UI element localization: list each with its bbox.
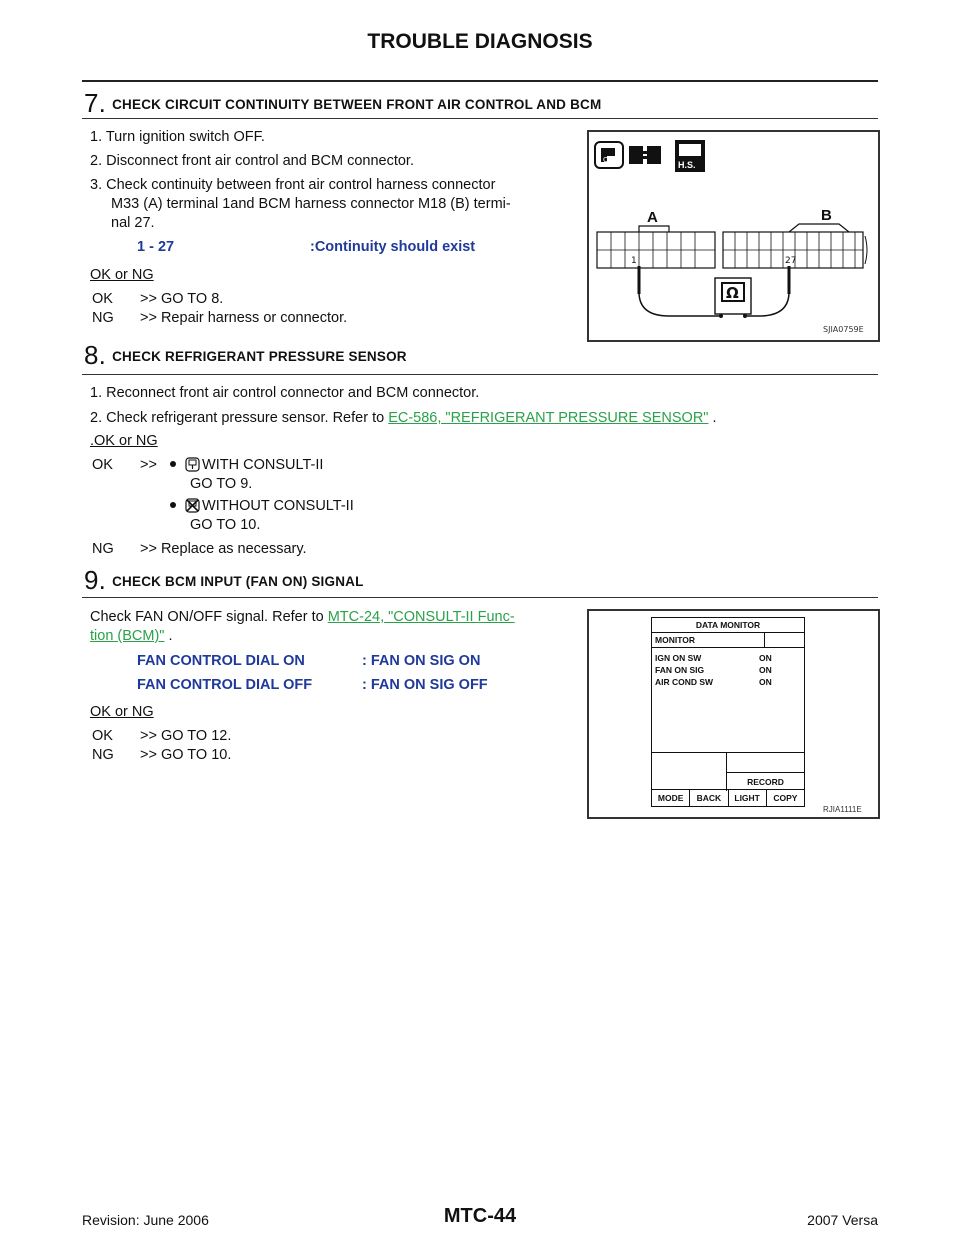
spec-continuity: :Continuity should exist (310, 239, 476, 255)
ok-result: >> GO TO 12. (140, 728, 232, 744)
step-9-instruction-cont: tion (BCM)" . (90, 628, 173, 644)
ng-label: NG (92, 541, 114, 557)
ok-label: OK (92, 457, 113, 473)
ok-or-ng-label: OK or NG (90, 704, 154, 720)
continuity-diagram (587, 130, 880, 342)
spec-dial-on: FAN CONTROL DIAL ON (137, 653, 305, 669)
monitor-subheader-row (652, 633, 804, 648)
spec-fan-off: : FAN ON SIG OFF (362, 677, 488, 693)
ok-label: OK (92, 291, 113, 307)
back-button[interactable]: BACK (690, 790, 728, 806)
data-monitor-screen (651, 617, 805, 807)
pin-b-label: 27 (785, 256, 797, 266)
step-8-instruction-2: 2. Check refrigerant pressure sensor. Refer to EC-586, "REFRIGERANT PRESSURE SENSOR" . (90, 410, 717, 426)
bullet-icon (170, 502, 176, 508)
copy-button[interactable]: COPY (773, 793, 798, 803)
monitor-row: IGN ON SW ON (655, 653, 772, 663)
step-7-instruction-1: 1. Turn ignition switch OFF. (90, 129, 265, 145)
option-without-consult: WITHOUT CONSULT-II (170, 497, 354, 516)
ng-result: >> Replace as necessary. (140, 541, 307, 557)
revision-date: Revision: June 2006 (82, 1212, 209, 1228)
pin-a-label: 1 (631, 256, 637, 266)
step-7-instruction-3c: nal 27. (111, 215, 155, 231)
connector-a (597, 226, 715, 268)
consult-function-link-b[interactable]: tion (BCM)" (90, 628, 165, 644)
svg-text:OFF: OFF (603, 156, 617, 164)
step-9-heading (84, 565, 364, 596)
step-number: 7. (84, 88, 107, 118)
connector-b (723, 224, 867, 268)
step-7-instruction-2: 2. Disconnect front air control and BCM connector. (90, 153, 414, 169)
connector-illustration (589, 132, 878, 340)
step-divider (82, 118, 878, 119)
ohm-symbol: Ω (726, 284, 739, 302)
option-with-consult-goto: GO TO 9. (190, 476, 253, 492)
ok-label: OK (92, 728, 113, 744)
ok-or-ng-label: .OK or NG (90, 433, 158, 449)
figure-code: RJIA1111E (823, 805, 862, 814)
ohmmeter (639, 266, 789, 318)
harness-side-icon (675, 140, 705, 172)
step-number: 8. (84, 340, 107, 370)
ng-label: NG (92, 310, 114, 326)
bullet-icon (170, 461, 176, 467)
monitor-rows (652, 648, 804, 688)
step-7-instruction-3: 3. Check continuity between front air control harness connector (90, 177, 496, 193)
ok-arrow: >> (140, 457, 157, 473)
figure-code: SJIA0759E (823, 325, 864, 334)
mode-button[interactable]: MODE (652, 790, 690, 806)
record-button[interactable]: RECORD (726, 772, 804, 791)
option-without-consult-goto: GO TO 10. (190, 517, 261, 533)
ok-or-ng-label: OK or NG (90, 267, 154, 283)
data-monitor-figure (587, 609, 880, 819)
spec-dial-off: FAN CONTROL DIAL OFF (137, 677, 313, 693)
disconnect-icon (629, 146, 661, 164)
monitor-header: DATA MONITOR (652, 618, 804, 633)
page-title: TROUBLE DIAGNOSIS (367, 30, 593, 53)
ng-result: >> Repair harness or connector. (140, 310, 348, 326)
step-9-instruction: Check FAN ON/OFF signal. Refer to MTC-24, "CONSULT-II Func- (90, 609, 515, 625)
no-consult-tool-icon (185, 498, 200, 513)
consult-tool-icon (185, 457, 200, 472)
connector-b-label: B (821, 207, 832, 224)
monitor-row: AIR COND SW ON (655, 677, 772, 687)
header-rule (82, 80, 878, 82)
step-number: 9. (84, 565, 107, 595)
refrigerant-sensor-link[interactable]: EC-586, "REFRIGERANT PRESSURE SENSOR" (388, 410, 709, 426)
step-title: CHECK REFRIGERANT PRESSURE SENSOR (112, 349, 407, 364)
ok-result: >> GO TO 8. (140, 291, 224, 307)
step-divider (82, 374, 878, 375)
light-button[interactable]: LIGHT (729, 790, 767, 806)
hs-label: H.S. (678, 160, 696, 170)
spec-pins: 1 - 27 (137, 239, 175, 255)
step-title: CHECK BCM INPUT (FAN ON) SIGNAL (112, 574, 364, 589)
step-7-heading (84, 88, 601, 119)
step-divider (82, 597, 878, 598)
monitor-subheader: MONITOR (655, 635, 695, 645)
consult-function-link-a[interactable]: MTC-24, "CONSULT-II Func- (327, 609, 515, 625)
monitor-row: FAN ON SIG ON (655, 665, 772, 675)
ng-label: NG (92, 747, 114, 763)
connector-a-label: A (647, 209, 658, 226)
monitor-button-bar (652, 789, 804, 806)
page-number: MTC-44 (443, 1205, 517, 1227)
ng-result: >> GO TO 10. (140, 747, 232, 763)
ignition-off-icon (595, 142, 623, 168)
step-7-instruction-3b: M33 (A) terminal 1and BCM harness connector M18 (B) termi- (111, 196, 511, 212)
step-title: CHECK CIRCUIT CONTINUITY BETWEEN FRONT AIR CONTROL AND BCM (112, 97, 602, 112)
option-with-consult: WITH CONSULT-II (170, 456, 323, 475)
step-8-instruction-1: 1. Reconnect front air control connector and BCM connector. (90, 385, 480, 401)
spec-fan-on: : FAN ON SIG ON (362, 653, 481, 669)
model-year: 2007 Versa (807, 1212, 878, 1228)
step-8-heading (84, 340, 407, 371)
